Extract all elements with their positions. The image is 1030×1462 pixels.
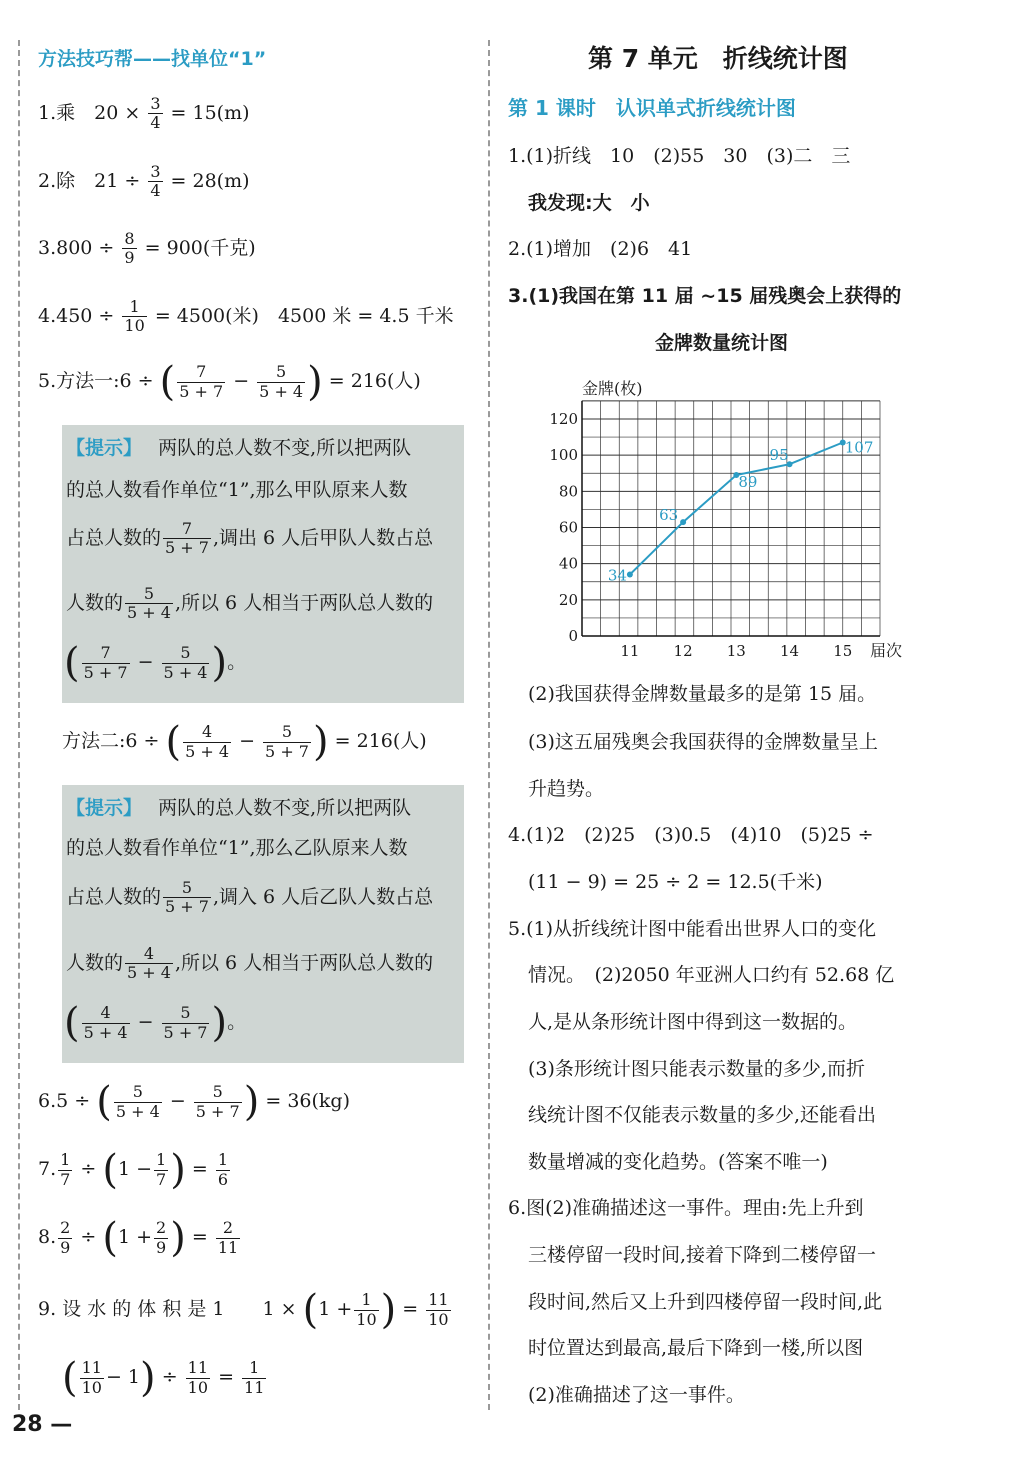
data-label: 89 bbox=[738, 473, 758, 492]
answer-2-result: = 28(m) bbox=[170, 169, 250, 192]
right-answer-2: 2.(1)增加 (2)6 41 bbox=[508, 238, 693, 260]
line-chart-svg bbox=[540, 370, 940, 670]
x-tick-label: 11 bbox=[620, 642, 640, 660]
right-answer-5d: (3)条形统计图只能表示数量的多少,而折 bbox=[528, 1058, 865, 1080]
answer-5: 5.方法一:6 ÷ ( $\frac{7}{5 + 7}$ − $\frac{5}{5 + 4}$ ) = 216(人) bbox=[38, 359, 421, 405]
y-tick-label: 20 bbox=[558, 590, 578, 609]
x-tick-label: 15 bbox=[833, 642, 853, 660]
answer-1 bbox=[38, 95, 250, 133]
hint-text: 占总人数的 $\frac{7}{5 + 7}$ ,调出 6 人后甲队人数占总 bbox=[66, 519, 434, 558]
answer-4 bbox=[38, 298, 454, 336]
hint-text: 的总人数看作单位“1”,那么甲队原来人数 bbox=[66, 479, 408, 501]
chart-grid bbox=[582, 401, 880, 636]
hint-text: ( $\frac{7}{5 + 7}$ − $\frac{5}{5 + 4}$ )。 bbox=[64, 640, 247, 686]
answer-2-text: 2.除 21 ÷ bbox=[38, 169, 141, 192]
right-answer-3: 3.(1)我国在第 11 届 ~15 届残奥会上获得的 bbox=[508, 285, 902, 307]
answer-4-text: 4.450 ÷ bbox=[38, 304, 115, 327]
hint-text: 两队的总人数不变,所以把两队 bbox=[158, 437, 412, 459]
answer-3-result: = 900(千克) bbox=[144, 236, 256, 259]
x-tick-label: 12 bbox=[673, 642, 693, 660]
left-margin-rule bbox=[18, 40, 20, 1410]
answer-9-step: ( $\frac{11}{10}$ − 1) ÷ $\frac{11}{10}$ = $\frac{1}{11}$ bbox=[62, 1355, 265, 1401]
right-answer-5e: 线统计图不仅能表示数量的多少,还能看出 bbox=[528, 1104, 877, 1126]
x-tick-label: 13 bbox=[726, 642, 746, 660]
y-axis-label: 金牌(枚) bbox=[582, 379, 643, 398]
right-answer-1: 1.(1)折线 10 (2)55 30 (3)二 三 bbox=[508, 145, 851, 167]
fraction: $\frac{5}{5 + 4}$ bbox=[259, 362, 304, 401]
answer-4-result: = 4500(米) 4500 米 = 4.5 千米 bbox=[154, 304, 454, 327]
right-answer-6c: 段时间,然后又上升到四楼停留一段时间,此 bbox=[528, 1291, 883, 1313]
method-2-result: = 216(人) bbox=[334, 730, 427, 752]
fraction: $\frac{3}{4}$ bbox=[150, 94, 161, 133]
answer-2 bbox=[38, 163, 250, 201]
hint-text: 两队的总人数不变,所以把两队 bbox=[158, 797, 412, 819]
y-tick-label: 60 bbox=[558, 518, 578, 537]
chart-data-labels bbox=[608, 439, 873, 585]
data-label: 107 bbox=[844, 438, 874, 457]
answer-3-text: 3.800 ÷ bbox=[38, 236, 115, 259]
answer-6: 6.5 ÷ ( $\frac{5}{5 + 4}$ − $\frac{5}{5 + 7}$ ) = 36(kg) bbox=[38, 1079, 351, 1125]
data-point bbox=[627, 572, 633, 578]
hint-box-2 bbox=[62, 785, 464, 1063]
hint-text: 的总人数看作单位“1”,那么乙队原来人数 bbox=[66, 837, 408, 859]
right-answer-1-finding: 我发现:大 小 bbox=[528, 192, 650, 214]
hint-text: 人数的 $\frac{4}{5 + 4}$ ,所以 6 人相当于两队总人数的 bbox=[66, 944, 434, 983]
y-tick-label: 80 bbox=[558, 482, 578, 501]
x-axis-label: 届次 bbox=[870, 641, 903, 660]
right-answer-6b: 三楼停留一段时间,接着下降到二楼停留一 bbox=[528, 1244, 877, 1266]
y-tick-label: 100 bbox=[549, 446, 578, 465]
right-answer-6d: 时位置达到最高,最后下降到一楼,所以图 bbox=[528, 1337, 864, 1359]
method-2-text: 方法二:6 ÷ bbox=[62, 730, 160, 752]
answer-1-result: = 15(m) bbox=[170, 101, 250, 124]
hint-text: 人数的 $\frac{5}{5 + 4}$ ,所以 6 人相当于两队总人数的 bbox=[66, 584, 434, 623]
hint-text: ( $\frac{4}{5 + 4}$ − $\frac{5}{5 + 7}$ )。 bbox=[64, 1000, 247, 1046]
y-tick-label: 0 bbox=[568, 627, 578, 645]
fraction: $\frac{3}{4}$ bbox=[150, 162, 161, 201]
right-answer-3-3: (3)这五届残奥会我国获得的金牌数量呈上 bbox=[528, 731, 878, 753]
hint-text: 占总人数的 $\frac{5}{5 + 7}$ ,调入 6 人后乙队人数占总 bbox=[66, 878, 434, 917]
right-answer-4: 4.(1)2 (2)25 (3)0.5 (4)10 (5)25 ÷ bbox=[508, 824, 874, 846]
page-number: 28 — bbox=[12, 1412, 73, 1437]
hint-label: 【提示】 bbox=[66, 797, 143, 819]
chart-ticks bbox=[549, 410, 852, 660]
fraction: $\frac{1}{10}$ bbox=[124, 297, 145, 336]
chart-title: 金牌数量统计图 bbox=[655, 332, 789, 354]
answer-9: 9. 设 水 的 体 积 是 1 1 × (1 + $\frac{1}{10}$ ) = $\frac{11}{10}$ bbox=[38, 1287, 449, 1333]
fraction: $\frac{4}{5 + 4}$ bbox=[185, 722, 230, 761]
answer-8: 8. $\frac{2}{9}$ ÷ (1 + $\frac{2}{9}$ ) = $\frac{2}{11}$ bbox=[38, 1215, 239, 1261]
answer-5-text: 5.方法一:6 ÷ bbox=[38, 370, 154, 392]
answer-7: 7. $\frac{1}{7}$ ÷ (1 − $\frac{1}{7}$ ) = $\frac{1}{6}$ bbox=[38, 1147, 229, 1193]
hint-box-1 bbox=[62, 425, 464, 703]
right-answer-6: 6.图(2)准确描述这一事件。理由:先上升到 bbox=[508, 1197, 864, 1219]
data-point bbox=[680, 519, 686, 525]
right-answer-4b: (11 − 9) = 25 ÷ 2 = 12.5(千米) bbox=[528, 871, 823, 893]
method-2: 方法二:6 ÷ ( $\frac{4}{5 + 4}$ − $\frac{5}{5 + 7}$ ) = 216(人) bbox=[62, 719, 427, 765]
answer-5-result: = 216(人) bbox=[328, 370, 421, 392]
answer-6-text: 6.5 ÷ bbox=[38, 1090, 91, 1112]
right-answer-5f: 数量增减的变化趋势。(答案不唯一) bbox=[528, 1151, 828, 1173]
right-answer-5b: 情况。 (2)2050 年亚洲人口约有 52.68 亿 bbox=[528, 964, 895, 986]
fraction: $\frac{5}{5 + 4}$ bbox=[115, 1082, 160, 1121]
right-answer-3-3b: 升趋势。 bbox=[528, 778, 605, 800]
right-answer-5: 5.(1)从折线统计图中能看出世界人口的变化 bbox=[508, 918, 877, 940]
answer-6-result: = 36(kg) bbox=[265, 1090, 351, 1112]
section-heading: 方法技巧帮——找单位“1” bbox=[38, 48, 267, 70]
answer-1-text: 1.乘 20 × bbox=[38, 101, 141, 124]
data-label: 34 bbox=[607, 566, 627, 585]
fraction: $\frac{5}{5 + 7}$ bbox=[195, 1082, 240, 1121]
fraction: $\frac{7}{5 + 7}$ bbox=[179, 362, 224, 401]
hint-label: 【提示】 bbox=[66, 437, 143, 459]
data-label: 95 bbox=[769, 446, 789, 465]
right-answer-3-2: (2)我国获得金牌数量最多的是第 15 届。 bbox=[528, 683, 877, 705]
y-tick-label: 40 bbox=[558, 554, 578, 573]
y-tick-label: 120 bbox=[549, 410, 578, 428]
data-label: 63 bbox=[659, 506, 679, 525]
x-tick-label: 14 bbox=[779, 642, 800, 660]
fraction: $\frac{8}{9}$ bbox=[124, 229, 135, 268]
column-divider bbox=[488, 40, 490, 1410]
answer-3 bbox=[38, 230, 256, 268]
line-chart bbox=[540, 370, 940, 670]
right-answer-6e: (2)准确描述了这一事件。 bbox=[528, 1384, 745, 1406]
fraction: $\frac{5}{5 + 7}$ bbox=[265, 722, 309, 761]
right-answer-5c: 人,是从条形统计图中得到这一数据的。 bbox=[528, 1011, 858, 1033]
lesson-title: 第 1 课时 认识单式折线统计图 bbox=[508, 96, 796, 120]
unit-title: 第 7 单元 折线统计图 bbox=[588, 44, 848, 73]
